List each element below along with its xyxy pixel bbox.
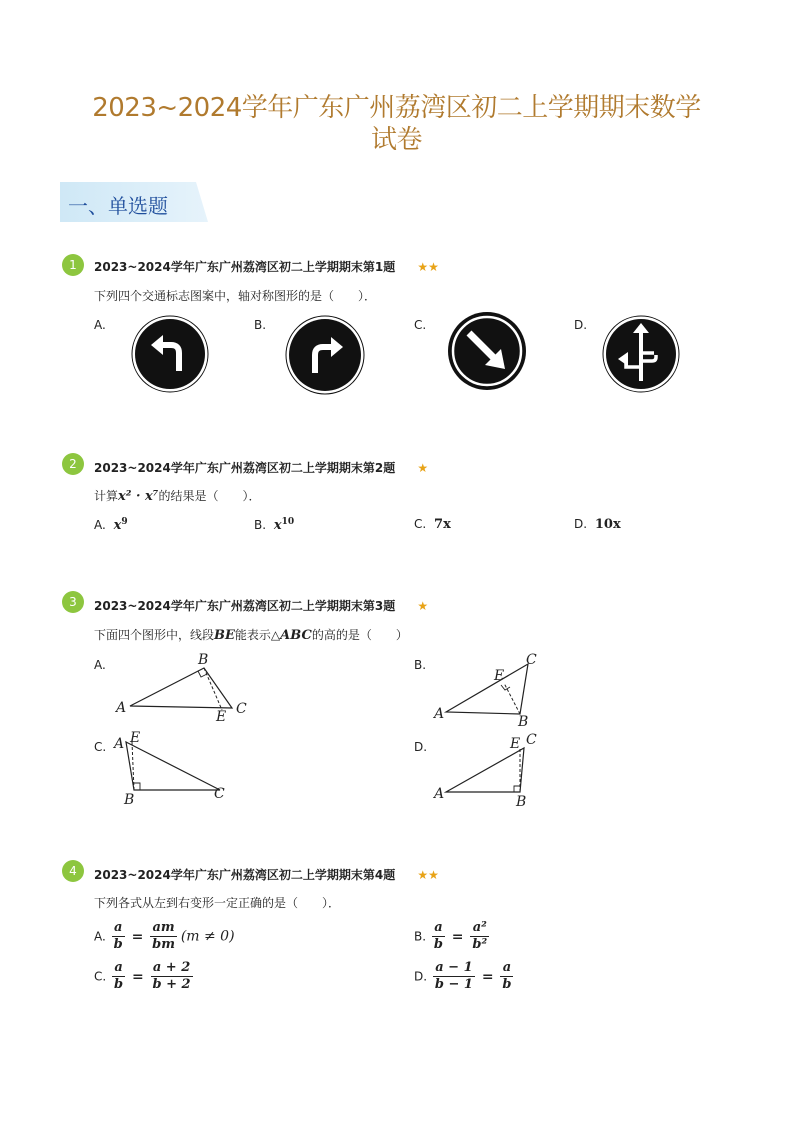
option-label: C. <box>414 517 427 531</box>
vertex-label-c: C <box>214 786 225 802</box>
fraction-lhs: $\frac{a}{b}$ <box>114 960 124 992</box>
question-header <box>94 597 428 614</box>
option-label: C. <box>94 740 107 754</box>
option-label: B. <box>414 658 427 672</box>
question-text-prefix: 下面四个图形中，线段 <box>94 628 215 642</box>
section-label: 一、单选题 <box>68 194 168 218</box>
turn-right-sign-icon <box>285 315 365 395</box>
option-label: B. <box>414 929 427 944</box>
fraction-lhs: $\frac{a}{b}$ <box>113 920 123 952</box>
question-header <box>94 459 428 476</box>
fraction-rhs: $\frac{a}{b}$ <box>502 960 512 992</box>
question-math: x² · x⁷ <box>118 489 159 504</box>
vertex-label-c: C <box>526 652 537 668</box>
option-b: B. $\frac{a}{b}$ = $\frac{\text{a²}}{\text{b²}}$ <box>414 920 488 952</box>
option-d: D. $\frac{a - 1}{b - 1}$ = $\frac{a}{b}$ <box>414 960 512 992</box>
option-b <box>254 517 294 533</box>
option-label: B. <box>254 318 267 332</box>
question-text: 下列各式从左到右变形一定正确的是（ ）． <box>94 896 341 910</box>
option-label: A. <box>94 929 106 944</box>
question-text-prefix: 计算 <box>94 489 119 503</box>
diagonal-arrow-sign-icon <box>447 311 527 391</box>
vertex-label-e: E <box>510 736 521 752</box>
triangle-diagram-d <box>430 726 550 812</box>
triangle-diagram-a <box>110 650 260 725</box>
triangle-diagram-c <box>110 728 235 810</box>
title-line-1: 2023~2024学年广东广州荔湾区初二上学期期末数学 <box>92 93 701 123</box>
option-label: B. <box>254 518 267 532</box>
vertex-label-e: E <box>494 668 505 684</box>
option-base: x <box>273 518 282 533</box>
question-header <box>94 866 439 883</box>
fraction-rhs: $\frac{\text{a²}}{\text{b²}}$ <box>472 920 488 952</box>
page-title <box>40 92 753 156</box>
question-source: 2023~2024学年广东广州荔湾区初二上学期期末第2题 <box>94 461 396 475</box>
option-label: D. <box>574 517 588 531</box>
option-value: 10x <box>594 517 621 532</box>
vertex-label-e: E <box>216 709 227 725</box>
fraction-lhs: $\frac{a - 1}{b - 1}$ <box>434 960 473 992</box>
fraction-rhs: $\frac{a + 2}{b + 2}$ <box>152 960 191 992</box>
vertex-label-a: A <box>114 736 125 752</box>
turn-left-sign-icon <box>131 315 209 393</box>
option-a <box>94 517 128 533</box>
segment-label: BE <box>214 628 235 643</box>
fraction-rhs: $\frac{am}{bm}$ <box>152 920 175 952</box>
triangle-label: ABC <box>280 628 312 643</box>
option-label: A. <box>94 518 106 532</box>
question-number-badge: 4 <box>62 860 84 882</box>
question-number-badge: 2 <box>62 453 84 475</box>
question-text <box>94 487 261 504</box>
question-number-badge: 1 <box>62 254 84 276</box>
option-condition: (m ≠ 0) <box>180 928 235 945</box>
title-line-2: 试卷 <box>370 125 422 155</box>
question-source: 2023~2024学年广东广州荔湾区初二上学期期末第4题 <box>94 868 396 882</box>
vertex-label-b: B <box>518 714 529 728</box>
question-text-middle: 能表示△ <box>234 628 281 642</box>
vertex-label-a: A <box>116 700 127 716</box>
left-straight-right-sign-icon <box>602 315 680 393</box>
option-label: D. <box>574 318 588 332</box>
vertex-label-b: B <box>124 792 135 808</box>
option-label: C. <box>414 318 427 332</box>
question-text-suffix: 的结果是（ ）． <box>158 489 261 503</box>
option-label: D. <box>414 969 428 984</box>
question-text: 下列四个交通标志图案中，轴对称图形的是（ ）． <box>94 289 377 303</box>
vertex-label-e: E <box>130 730 141 746</box>
vertex-label-b: B <box>516 794 527 810</box>
vertex-label-c: C <box>236 701 247 717</box>
triangle-diagram-b <box>430 648 550 728</box>
option-a: A. $\frac{a}{b}$ = $\frac{am}{bm}$ (m ≠ 0) <box>94 920 235 952</box>
question-text <box>94 626 408 643</box>
section-tag <box>60 182 208 222</box>
option-label: A. <box>94 658 106 672</box>
option-label: A. <box>94 318 106 332</box>
vertex-label-b: B <box>198 652 209 668</box>
difficulty-stars: ★★ <box>417 868 439 882</box>
option-exponent: 9 <box>121 517 128 527</box>
difficulty-stars: ★★ <box>417 260 439 274</box>
question-header <box>94 258 439 275</box>
option-c <box>414 517 451 532</box>
question-source: 2023~2024学年广东广州荔湾区初二上学期期末第3题 <box>94 599 396 613</box>
vertex-label-c: C <box>526 732 537 748</box>
option-c: C. $\frac{a}{b}$ = $\frac{a + 2}{b + 2}$ <box>94 960 191 992</box>
option-value: 7x <box>434 517 451 532</box>
question-text-suffix: 的高的是（ ） <box>311 628 408 642</box>
option-label: C. <box>94 969 107 984</box>
option-base: x <box>113 518 122 533</box>
question-source: 2023~2024学年广东广州荔湾区初二上学期期末第1题 <box>94 260 396 274</box>
option-d <box>574 517 621 532</box>
option-exponent: 10 <box>281 517 295 527</box>
difficulty-stars: ★ <box>417 599 429 613</box>
vertex-label-a: A <box>434 786 445 802</box>
option-label: D. <box>414 740 428 754</box>
question-number-badge: 3 <box>62 591 84 613</box>
fraction-lhs: $\frac{a}{b}$ <box>433 920 443 952</box>
vertex-label-a: A <box>434 706 445 722</box>
difficulty-stars: ★ <box>417 461 429 475</box>
